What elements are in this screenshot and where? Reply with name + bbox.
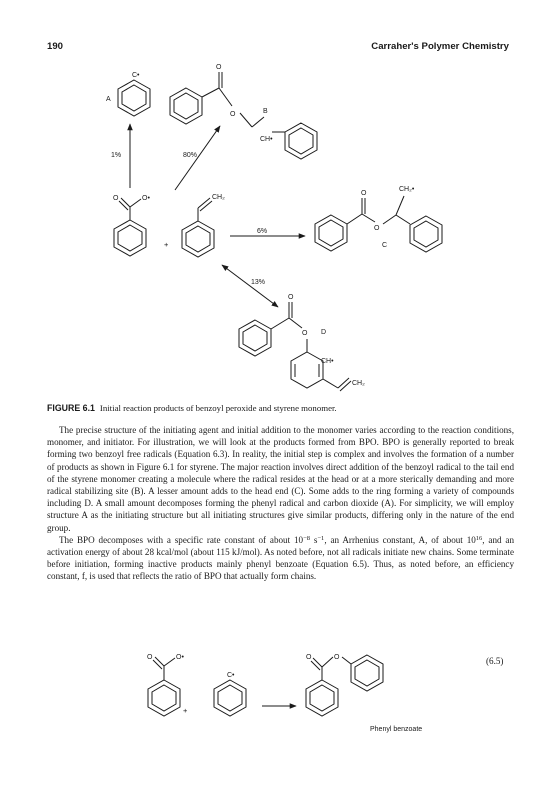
structure-label-c: C (382, 242, 388, 249)
figure-caption (47, 403, 517, 413)
percent-13: 13% (251, 279, 266, 286)
structure-a-phenyl-radical (106, 72, 150, 116)
equation-6-5 (147, 654, 422, 733)
svg-text:O: O (113, 195, 119, 202)
structure-label-b: B (263, 108, 268, 115)
svg-text:O•: O• (176, 654, 184, 661)
svg-text:O: O (361, 190, 367, 197)
svg-text:O: O (302, 330, 308, 337)
plus-sign: + (164, 240, 169, 249)
svg-text:CH₂: CH₂ (212, 194, 225, 201)
percent-1: 1% (111, 152, 122, 159)
radical-ch-label: CH• (260, 136, 273, 143)
structure-label-d: D (321, 329, 327, 336)
caption-text: Initial reaction products of benzoyl peroxide and styrene monomer. (99, 403, 337, 413)
svg-text:CH₂•: CH₂• (399, 186, 415, 193)
arrow-to-d (222, 265, 278, 307)
percent-6: 6% (257, 228, 268, 235)
structure-label-a: A (106, 96, 111, 103)
svg-text:O: O (306, 654, 312, 661)
percent-80: 80% (183, 152, 198, 159)
product-name: Phenyl benzoate (370, 726, 423, 733)
svg-text:C•: C• (227, 672, 235, 679)
svg-text:O: O (334, 654, 340, 661)
svg-text:CH•: CH• (321, 358, 334, 365)
svg-text:O: O (288, 294, 294, 301)
svg-text:O: O (147, 654, 153, 661)
caption-label: FIGURE 6.1 (47, 403, 95, 413)
svg-text:C•: C• (132, 72, 140, 79)
svg-text:O: O (374, 225, 380, 232)
arrow-to-b (175, 126, 220, 190)
page-number: 190 (47, 41, 64, 52)
paragraph-2: The BPO decomposes with a specific rate constant of about $10^{-8}$ $s^{-1}$, an Arrhenius constant, A, of about $10^{16}$, and an activation energy of about 28 kcal/mol (about 115 kJ/mol). As noted before, not all radicals initiate new chains. Some terminate before initiation, forming inactive products mainly phenyl benzoate (Equation 6.5). Thus, as noted before, an efficiency constant, f, is used that reflects the ratio of BPO that actually form chains. (47, 534, 514, 582)
benzoyl-radical (113, 195, 150, 256)
svg-text:+: + (183, 706, 188, 715)
svg-text:CH₂: CH₂ (352, 380, 365, 387)
equation-number: (6.5) (486, 656, 504, 666)
svg-text:O•: O• (142, 195, 150, 202)
structure-b (170, 64, 317, 159)
structure-c (315, 186, 442, 252)
styrene-monomer (182, 194, 225, 257)
body-text (47, 424, 514, 583)
structure-d (239, 294, 365, 391)
ester-o-label: O (230, 111, 236, 118)
paragraph-1: The precise structure of the initiating agent and initial addition to the monomer varies according to the reaction conditions, monomer, and initiator. For illustration, we will look at the products formed from BPO. BPO is generally reported to break forming two benzoyl free radicals (Equation 6.3). In reality, the initial step is complex and involves the formation of a number of products as shown in Figure 6.1 for styrene. The major reaction involves direct addition of the benzoyl radical to the tail end of the styrene monomer creating a molecule where the radical resides at the head or at a more sterically demanding and more radical stabilizing site (B). A lesser amount adds to the head end (C). Some adds to the ring forming a variety of compounds including D. A small amount decomposes forming the phenyl radical and carbon dioxide (A). For simplicity, we will employ structure A as the initiating structure but all initiating structures give similar products, differing only in the nature of the end group. (47, 425, 514, 533)
carbonyl-o-label: O (216, 64, 222, 71)
running-title: Carraher's Polymer Chemistry (371, 41, 509, 52)
